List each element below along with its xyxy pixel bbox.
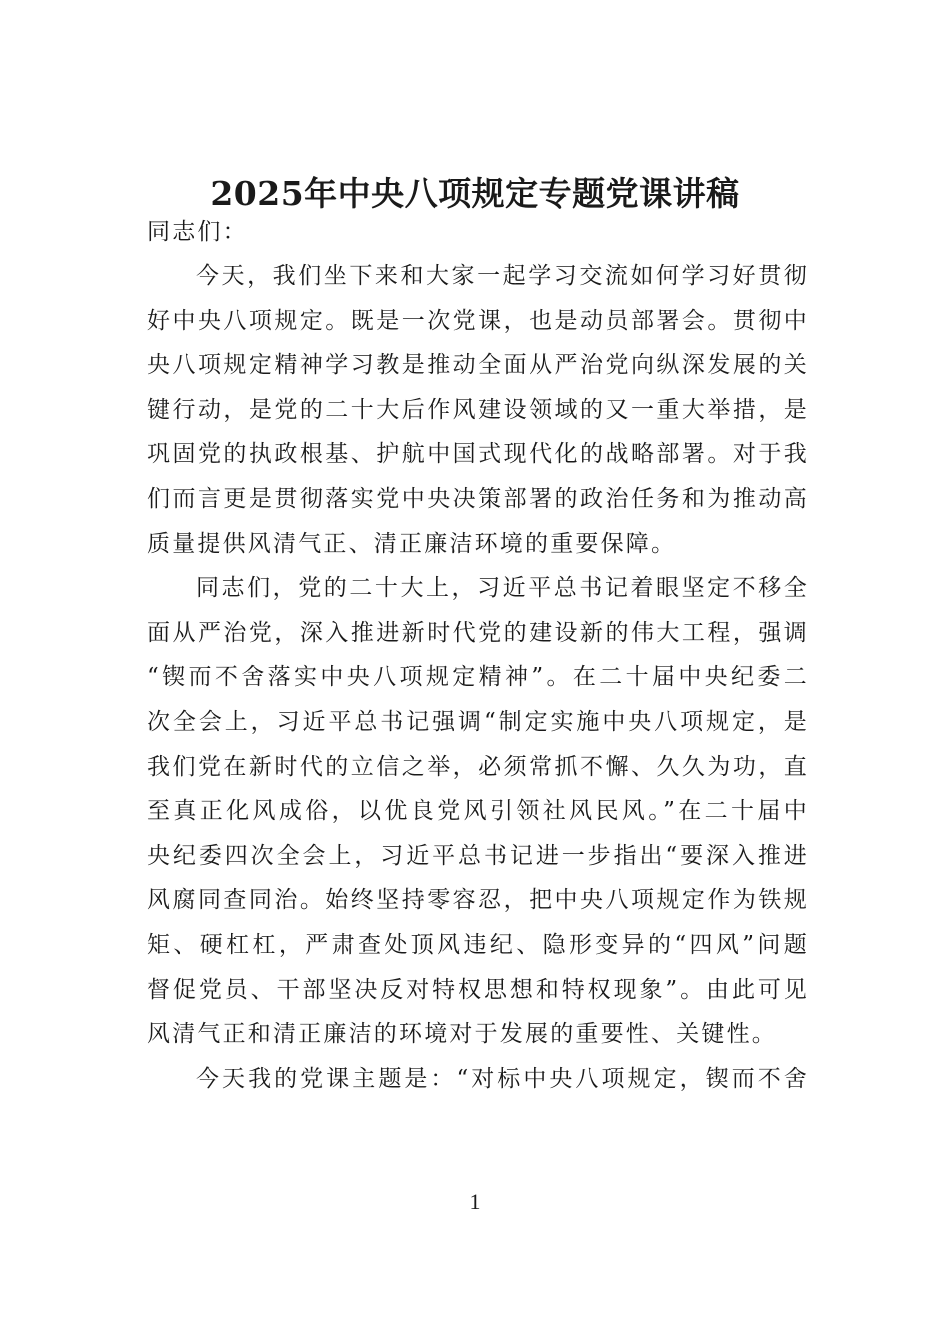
text-line: 督促党员、干部坚决反对特权思想和特权现象”。由此可见 <box>147 976 809 1003</box>
text-line: 央八项规定精神学习教是推动全面从严治党向纵深发展的关 <box>147 352 809 379</box>
text-line: “锲而不舍落实中央八项规定精神”。在二十届中央纪委二 <box>147 664 809 691</box>
text-line: 好中央八项规定。既是一次党课，也是动员部署会。贯彻中 <box>147 307 809 334</box>
text-line: 我们党在新时代的立信之举，必须常抓不懈、久久为功，直 <box>147 753 809 780</box>
text-line: 风清气正和清正廉洁的环境对于发展的重要性、关键性。 <box>147 1021 777 1048</box>
salutation: 同志们： <box>147 219 248 245</box>
text-line: 键行动，是党的二十大后作风建设领域的又一重大举措，是 <box>147 396 809 423</box>
page-number: 1 <box>469 1189 481 1214</box>
text-line: 次全会上，习近平总书记强调“制定实施中央八项规定，是 <box>147 708 809 735</box>
text-line: 今天我的党课主题是：“对标中央八项规定，锲而不舍 <box>196 1065 809 1092</box>
text-line: 矩、硬杠杠，严肃查处顶风违纪、隐形变异的“四风”问题 <box>147 931 809 958</box>
text-line: 今天，我们坐下来和大家一起学习交流如何学习好贯彻 <box>196 263 809 289</box>
paragraph-intro <box>147 254 809 566</box>
document-title: 2025年中央八项规定专题党课讲稿 <box>210 174 740 213</box>
text-line: 面从严治党，深入推进新时代党的建设新的伟大工程，强调 <box>147 619 809 646</box>
text-line: 央纪委四次全会上，习近平总书记进一步指出“要深入推进 <box>147 842 809 869</box>
text-line: 同志们，党的二十大上，习近平总书记着眼坚定不移全 <box>196 575 809 602</box>
paragraph-background <box>147 566 809 1057</box>
text-line: 巩固党的执政根基、护航中国式现代化的战略部署。对于我 <box>147 441 809 468</box>
text-line: 至真正化风成俗，以优良党风引领社风民风。”在二十届中 <box>147 798 809 825</box>
text-line: 风腐同查同治。始终坚持零容忍，把中央八项规定作为铁规 <box>147 887 809 914</box>
text-line: 质量提供风清气正、清正廉洁环境的重要保障。 <box>147 530 677 557</box>
paragraph-theme <box>147 1057 809 1102</box>
text-line: 们而言更是贯彻落实党中央决策部署的政治任务和为推动高 <box>147 485 809 512</box>
document-body <box>147 210 809 1101</box>
